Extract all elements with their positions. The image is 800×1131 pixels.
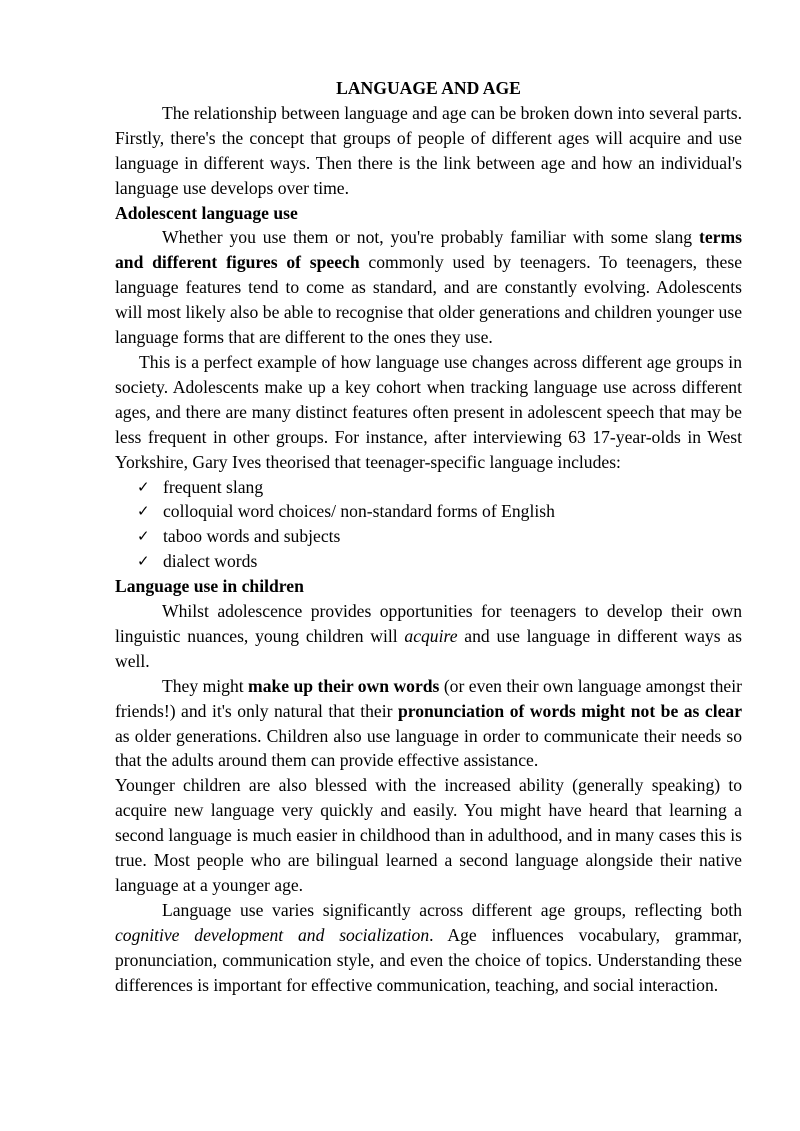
list-item-text: taboo words and subjects (163, 526, 341, 547)
children-paragraph-4 (115, 898, 742, 998)
list-item-text: dialect words (163, 551, 258, 572)
checkmark-icon: ✓ (137, 477, 150, 496)
list-item-text: frequent slang (163, 476, 264, 497)
adolescent-paragraph-2: This is a perfect example of how language use changes across different age groups in society. Adolescents make up a key cohort when tracking language use across different ages, and there are many distinct features often present in adolescent speech that may be less frequent in other groups. For instance, after interviewing 63 17-year-olds in West Yorkshire, Gary Ives theorised that teenager-specific language includes: (115, 351, 742, 472)
text-run: Whether you use them or not, you're probably familiar with some slang (162, 227, 700, 248)
intro-paragraph: The relationship between language and age can be broken down into several parts. Firstly, there's the concept that groups of people of different ages will acquire and use language in different ways. Then there is the link between age and how an individual's language use develops over time. (115, 102, 742, 198)
list-item (115, 549, 742, 574)
teen-language-list (115, 475, 742, 575)
text-run: and use language in different ways as well. (115, 625, 742, 671)
bold-text: pronunciation of words might not be as clear (397, 700, 742, 721)
text-run: Whilst adolescence provides opportunities for teenagers to develop their own linguistic nuances, young children will (115, 601, 742, 646)
section-heading-children: Language use in children (115, 576, 304, 597)
text-run: They might (162, 675, 249, 696)
children-paragraph-1 (115, 599, 742, 674)
bold-text: make up their own words (248, 675, 440, 696)
list-item (115, 475, 742, 500)
children-paragraph-2 (115, 674, 742, 774)
italic-text: acquire (404, 625, 458, 646)
text-run: commonly used by teenagers. To teenagers, these language features tend to come as standard, and are constantly evolving. Adolescents will most likely also be able to recognise that older generations and children younger use language forms that are different to the ones they use. (115, 252, 742, 348)
document-page (115, 76, 742, 998)
list-item (115, 499, 742, 524)
checkmark-icon: ✓ (137, 502, 150, 521)
checkmark-icon: ✓ (137, 552, 150, 571)
section-heading-adolescent: Adolescent language use (115, 202, 298, 223)
text-run: as older generations. Children also use language in order to communicate their needs so that the adults around them can provide effective assistance. (115, 725, 742, 771)
text-run: . Age influences vocabulary, grammar, pronunciation, communication style, and even the choice of topics. Understanding these differences is important for effective communication, teaching, and social interaction. (115, 924, 742, 995)
checkmark-icon: ✓ (137, 527, 150, 546)
text-run: Language use varies significantly across different age groups, reflecting both (162, 899, 742, 920)
list-item-text: colloquial word choices/ non-standard forms of English (163, 501, 555, 522)
list-item (115, 524, 742, 549)
text-run: (or even their own language amongst their friends!) and it's only natural that their (115, 675, 742, 721)
adolescent-paragraph-1 (115, 225, 742, 350)
bold-text: terms and different figures of speech (115, 227, 742, 273)
document-title: LANGUAGE AND AGE (336, 78, 521, 98)
italic-text: cognitive development and socialization (115, 924, 430, 945)
children-paragraph-3: Younger children are also blessed with the increased ability (generally speaking) to acquire new language very quickly and easily. You might have heard that learning a second language is much easier in childhood than in adulthood, and in many cases this is true. Most people who are bilingual learned a second language alongside their native language at a younger age. (115, 775, 742, 895)
